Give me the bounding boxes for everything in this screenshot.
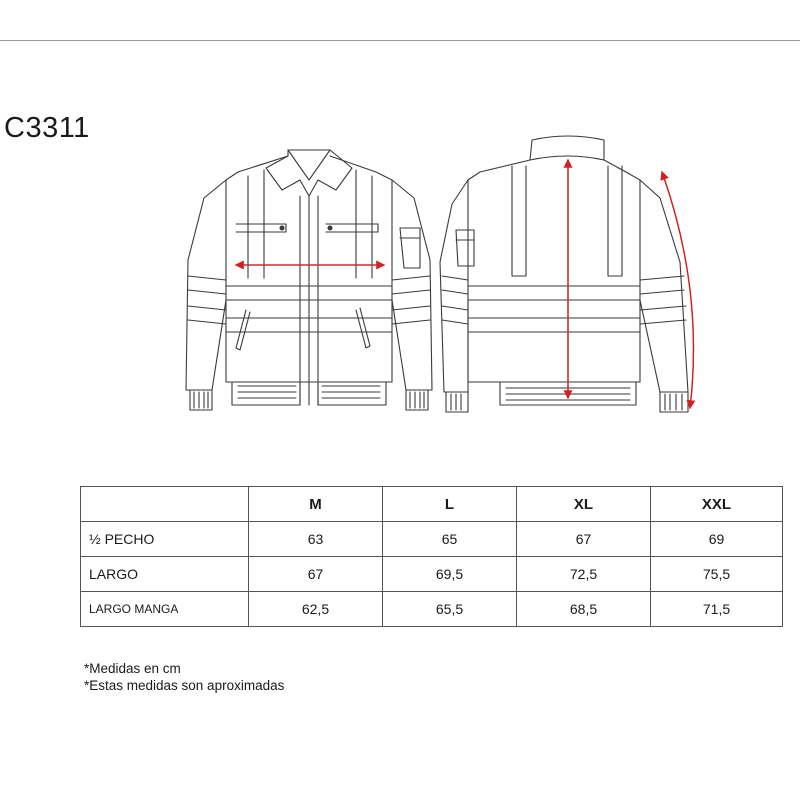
- jacket-front: [186, 150, 432, 410]
- jacket-back: [440, 136, 688, 412]
- table-cell: 68,5: [517, 592, 651, 627]
- table-cell: 69,5: [383, 557, 517, 592]
- table-row-sleeve: [81, 592, 783, 627]
- table-row-length: [81, 557, 783, 592]
- table-cell: 62,5: [249, 592, 383, 627]
- header-size-m: M: [249, 487, 383, 522]
- header-size-xxl: XXL: [651, 487, 783, 522]
- header-size-l: L: [383, 487, 517, 522]
- measurement-arrows: [236, 160, 694, 408]
- table-cell: 67: [517, 522, 651, 557]
- row-label: LARGO: [81, 557, 249, 592]
- table-row-chest: [81, 522, 783, 557]
- note-units: *Medidas en cm: [84, 661, 181, 676]
- header-size-xl: XL: [517, 487, 651, 522]
- header-corner: [81, 487, 249, 522]
- table-header-row: [81, 487, 783, 522]
- note-approximate: *Estas medidas son aproximadas: [84, 678, 285, 693]
- footnotes: [84, 660, 284, 694]
- table-cell: 69: [651, 522, 783, 557]
- size-table: [80, 486, 783, 627]
- table-cell: 63: [249, 522, 383, 557]
- row-label: LARGO MANGA: [81, 592, 249, 627]
- table-cell: 65: [383, 522, 517, 557]
- sleeve-arrow-down: [662, 172, 694, 408]
- table-cell: 67: [249, 557, 383, 592]
- table-cell: 71,5: [651, 592, 783, 627]
- row-label: ½ PECHO: [81, 522, 249, 557]
- table-cell: 72,5: [517, 557, 651, 592]
- table-cell: 65,5: [383, 592, 517, 627]
- table-cell: 75,5: [651, 557, 783, 592]
- sleeve-arrow-up: [662, 172, 694, 408]
- product-code: C3311: [4, 112, 90, 144]
